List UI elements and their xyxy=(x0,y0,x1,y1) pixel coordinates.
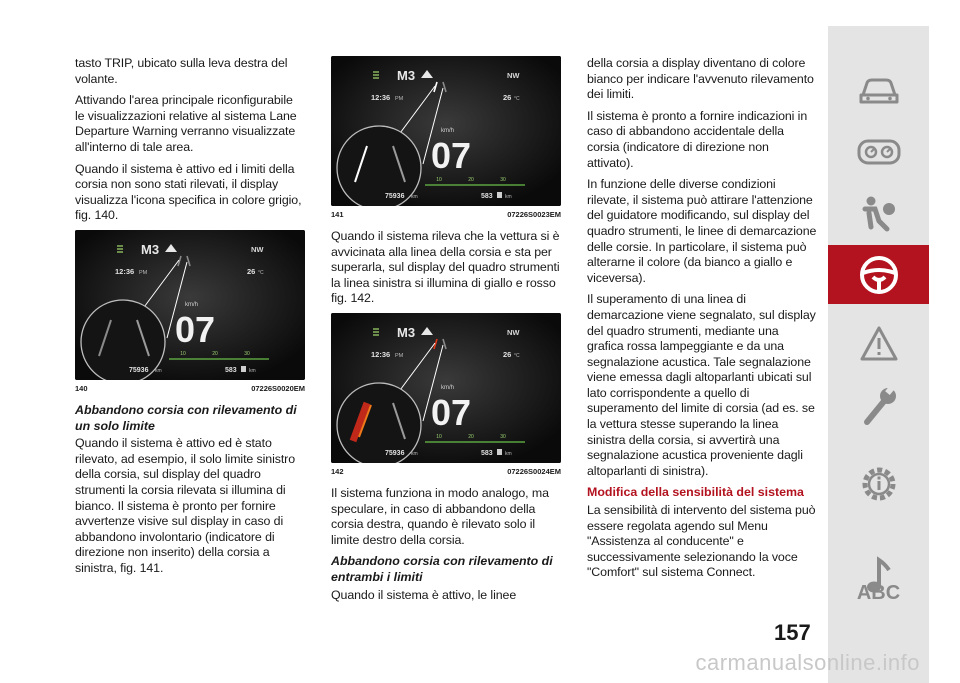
section-heading: Abbandono corsia con rilevamento di entrambi i limiti xyxy=(331,554,553,584)
figure-141 xyxy=(331,56,561,206)
figure-142 xyxy=(331,313,561,463)
range: 583 xyxy=(481,449,493,457)
section-heading: Modifica della sensibilità del sistema xyxy=(587,485,804,500)
zoom-circle xyxy=(337,383,421,463)
figure-caption xyxy=(331,467,561,476)
clock-ampm: PM xyxy=(395,352,404,359)
text-column-1 xyxy=(75,56,305,582)
dashboard-gauges-icon xyxy=(856,137,902,167)
section-heading: Abbandono corsia con rilevamento di un solo limite xyxy=(75,402,297,433)
compass-heading: NW xyxy=(507,327,520,337)
sidebar-item-dashboard[interactable] xyxy=(828,122,929,181)
odometer: 75936 xyxy=(385,193,405,200)
speed-unit: km/h xyxy=(441,384,455,391)
car-icon xyxy=(857,73,901,109)
steering-wheel-icon xyxy=(857,253,901,297)
fuel-icon xyxy=(497,192,502,198)
temp-unit: °C xyxy=(514,352,520,359)
scale-label: 10 xyxy=(436,433,442,440)
clock-ampm: PM xyxy=(395,96,404,102)
odometer-unit: km xyxy=(411,450,418,457)
warning-triangle-icon xyxy=(859,325,899,363)
outside-temp: 26 xyxy=(503,93,512,102)
scale-label: 20 xyxy=(468,433,474,440)
speed-value: 07 xyxy=(431,135,472,176)
zoom-circle xyxy=(81,300,165,380)
figure-number: 140 xyxy=(75,383,88,393)
gear-indicator: M3 xyxy=(397,324,416,340)
sidebar-item-maintenance[interactable] xyxy=(828,454,929,513)
text-column-2 xyxy=(331,56,561,609)
speed-unit: km/h xyxy=(185,301,199,308)
range: 583 xyxy=(225,366,237,374)
paragraph: della corsia a display diventano di colore bianco per indicare l'avvenuto rilevamento dei limiti. xyxy=(587,56,814,102)
outside-temp: 26 xyxy=(503,349,512,359)
fuel-icon xyxy=(497,449,502,455)
range-unit: km xyxy=(505,450,512,457)
gear-indicator: M3 xyxy=(141,241,160,257)
odometer: 75936 xyxy=(129,366,149,374)
clock-ampm: PM xyxy=(139,269,148,276)
paragraph: Il sistema è pronto a fornire indicazioni in caso di abbandono accidentale della corsia (indicatore di direzione non attivato). xyxy=(587,108,808,170)
scale-label: 20 xyxy=(212,350,218,357)
fuel-icon xyxy=(241,366,246,372)
paragraph: Quando il sistema è attivo, le linee xyxy=(331,587,517,602)
paragraph: Il sistema funziona in modo analogo, ma speculare, in caso di abbandono della corsia destra, quando è rilevato solo il limite destro della corsia. xyxy=(331,485,549,547)
gear-indicator: M3 xyxy=(397,68,416,83)
paragraph: tasto TRIP, ubicato sulla leva destra del volante. xyxy=(75,56,288,86)
gear-info-icon xyxy=(858,463,900,505)
sidebar-item-car[interactable] xyxy=(828,61,929,120)
paragraph: La sensibilità di intervento del sistema può essere regolata agendo sul Menu "Assistenza al conducente" e successivamente selezionando la voce "Comfort" sul sistema Connect. xyxy=(587,503,816,580)
compass-heading: NW xyxy=(251,244,264,254)
sidebar-item-safety[interactable] xyxy=(828,183,929,242)
scale-label: 20 xyxy=(468,177,474,183)
figure-caption xyxy=(331,210,561,219)
clock-time: 12:36 xyxy=(115,266,135,276)
range-unit: km xyxy=(249,367,256,374)
scale-label: 10 xyxy=(180,350,186,357)
sidebar-item-driving[interactable] xyxy=(828,245,929,304)
text-column-3 xyxy=(587,56,817,587)
figure-140 xyxy=(75,230,305,380)
cluster-display xyxy=(331,313,561,463)
range-unit: km xyxy=(505,194,512,200)
temp-unit: °C xyxy=(514,96,520,102)
clock-time: 12:36 xyxy=(371,349,391,359)
airbag-person-icon xyxy=(857,193,901,233)
scale-label: 30 xyxy=(244,350,250,357)
range: 583 xyxy=(481,193,493,200)
sidebar-item-warnings[interactable] xyxy=(828,314,929,373)
figure-number: 141 xyxy=(331,210,344,219)
scale-label: 30 xyxy=(500,177,506,183)
wrench-icon xyxy=(859,384,899,428)
speed-value: 07 xyxy=(175,308,216,350)
speed-unit: km/h xyxy=(441,128,455,134)
scale-label: 30 xyxy=(500,433,506,440)
outside-temp: 26 xyxy=(247,266,256,276)
figure-number: 142 xyxy=(331,466,344,476)
odometer-unit: km xyxy=(155,367,162,374)
paragraph: Quando il sistema rileva che la vettura si è avvicinata alla linea della corsia e sta per superarla, sul display del quadro strumenti la linea sinistra si illumina di giallo e rosso fig. 142. xyxy=(331,229,560,306)
chapter-sidebar xyxy=(828,26,929,683)
paragraph: Il superamento di una linea di demarcazione viene segnalato, sul display del quadro strumenti, mediante una grafica rossa lampeggiante e da una segnalazione acustica. Tale segnalazione viene emessa dagli altoparlanti ubicati sul lato corrispondente a quello di superamento del limite di corsia (ad es. se la vettura stesse superando la linea sinistra della corsia, si avvertirà una segnalazione acustica proveniente dagli altoparlanti di sinistra). xyxy=(587,292,816,478)
figure-code: 07226S0020EM xyxy=(251,383,305,393)
abc-index-icon: ABC xyxy=(856,582,901,604)
figure-code: 07226S0024EM xyxy=(507,466,561,476)
paragraph: Quando il sistema è attivo ed i limiti della corsia non sono stati rilevati, il display visualizza l'icona specifica in colore grigio, fig. 140. xyxy=(75,161,302,223)
sidebar-item-index[interactable] xyxy=(828,564,929,623)
cluster-display xyxy=(75,230,305,380)
clock-time: 12:36 xyxy=(371,93,391,102)
odometer: 75936 xyxy=(385,449,405,457)
paragraph: Quando il sistema è attivo ed è stato rilevato, ad esempio, il solo limite sinistro della corsia, sul display del quadro strumenti la corsia rilevata si illumina di bianco. Il sistema è pronto per fornire avvertenze visive sul display in caso di abbandono involontario (indicatore di direzione non inserito) della corsia a sinistra, fig. 141. xyxy=(75,436,295,575)
sidebar-item-emergency[interactable] xyxy=(828,376,929,435)
odometer-unit: km xyxy=(411,194,418,200)
figure-caption xyxy=(75,384,305,393)
page-number: 157 xyxy=(774,620,811,645)
paragraph: In funzione delle diverse condizioni rilevate, il sistema può attirare l'attenzione del guidatore modificando, sul display del quadro strumenti, le linee di demarcazione delle corsie. In particolare, il sistema può alterarne il colore (da bianco a giallo e viceversa). xyxy=(587,177,817,285)
speed-value: 07 xyxy=(431,391,472,433)
scale-label: 10 xyxy=(436,177,442,183)
figure-code: 07226S0023EM xyxy=(507,210,561,219)
compass-heading: NW xyxy=(507,71,520,80)
zoom-circle xyxy=(337,126,421,206)
cluster-display xyxy=(331,56,561,206)
temp-unit: °C xyxy=(258,269,264,276)
paragraph: Attivando l'area principale riconfigurabile le visualizzazioni relative al sistema Lane Departure Warning verranno visualizzate all'interno di tale area. xyxy=(75,93,297,154)
watermark: carmanualsonline.info xyxy=(695,650,920,675)
